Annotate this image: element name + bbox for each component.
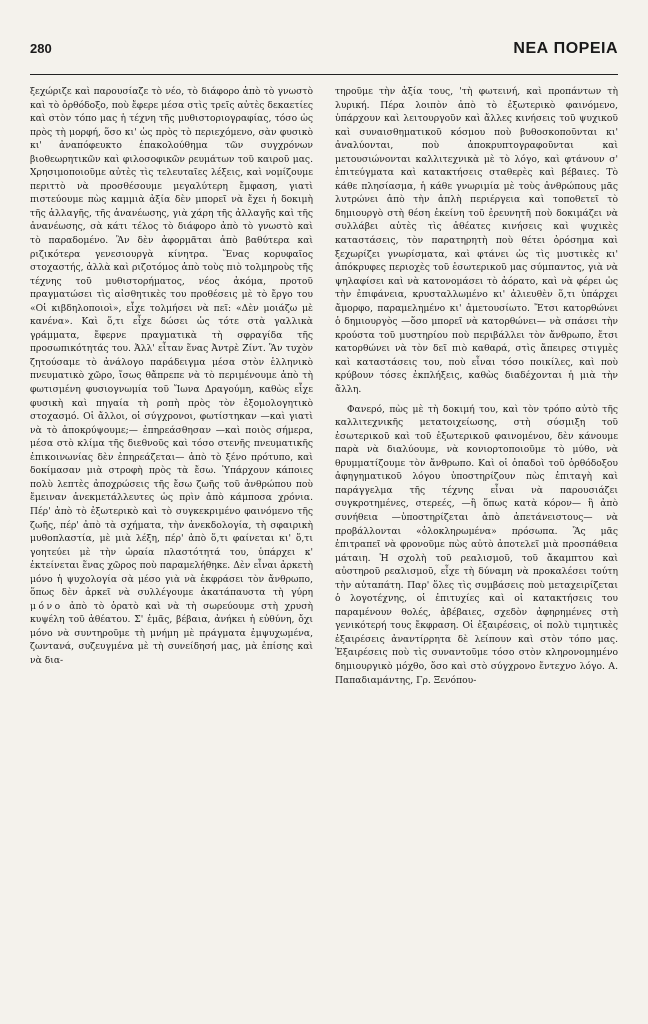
left-paragraph-1-text: ξεχώριζε καὶ παρουσίαζε τὸ νέο, τὸ διάφορο ἀπὸ τὸ γνωστὸ καὶ τὸ ὀρθόδοξο, ποὺ ἔφερε μέσα στὶς τρεῖς αὐτὲς δεκαετίες καὶ στὸν τόπο μας ἡ τέχνη τῆς μυθιστοριογραφίας, τόσο ὡς πρὸς τὴ μορφή, ὅσο κι' ὡς πρὸς τὸ περιεχόμενο, σὰν φυσικὸ κι' ἀναπόφευκτο ἐπακολούθημα τῶν συγχρόνων βιοθεωρητικῶν καὶ φιλοσοφικῶν ρευμάτων τοῦ καιροῦ μας. Χρησιμοποιοῦμε αὐτὲς τὶς τελευταῖες λέξεις, καὶ νομίζουμε περιττὸ νὰ προσθέσουμε μεγαλύτερη ἔμφαση, γιατὶ πιστεύουμε πὼς καμμιὰ ἀξία δὲν μπορεῖ νὰ ἔχει ἡ δοκιμὴ τῆς ἀλλαγῆς, τῆς ἀνανέωσης, γιὰ χάρη τῆς ἀλλαγῆς καὶ τῆς ἀνανέωσης, σὰ κάτι τέλος τὸ διάφορο ἀπὸ τὸ γνωστὸ καὶ τὸ παραδομένο. Ἂν δὲν ἀφορμᾶται ἀπὸ βαθύτερα καὶ ριζικότερα γενεσιουργὰ κίνητρα. Ἕνας κορυφαῖος στοχαστής, ἀλλὰ καὶ ριζοτόμος ἀπὸ τοὺς πιὸ τολμηροὺς τῆς τέχνης τοῦ μυθιστορήματος, νέος ἀκόμα, προτοῦ πραγματώσει τὶς αἰσθητικὲς του προθέσεις μὲ τὸ ἔργο του «Οἱ κιβδηλοποιοὶ», εἶχε τολμήσει νὰ πεῖ: «Δὲν μοιάζω μὲ κανένα». Καὶ ὅ,τι εἶχε δώσει ὡς τότε στὰ γαλλικὰ γράμματα, ἔφερνε πραγματικὰ τὴ σφραγίδα τῆς προσωπικότητάς του. Ἀλλ' εἶταν ἕνας Ἀντρὲ Ζίντ. Ἂν τυχὸν ζητούσαμε τὸ ἀνάλογο παράδειγμα μέσα στὸν ἑλληνικὸ πνευματικὸ χῶρο, ἴσως θἄπρεπε νὰ τὸ περιμένουμε ἀπὸ τὴ φωτισμένη φυσιογνωμία τοῦ Ἴωνα Δραγούμη, καθὼς εἶχε φυσικὴ καὶ πηγαία τὴ ροπὴ πρὸς τὸν ἐξομολογητικὸ στοχασμό. Οἱ ἄλλοι, οἱ σύγχρονοι, φωτίστηκαν —καὶ γιατὶ νὰ τὸ ἀποκρύψουμε;— ἐπηρεάσθησαν —καὶ ποιὸς σήμερα, μέσα στὸ κλίμα τῆς διεθνοῦς καὶ τόσο στενῆς πνευματικῆς ἐπικοινωνίας δὲν ἐπηρεάζεται— ἀπὸ τὸ ξένο πρότυπο, καὶ δοκίμασαν μιὰ στροφὴ πρὸς τὰ ἔσω. Ὑπάρχουν κάποιες πολὺ λεπτὲς ἀποχρώσεις τῆς ἔσω ζωῆς τοῦ ἀνθρώπου ποὺ ἔμειναν ἀνεκμετάλλευτες ὡς πρὶν ἀπὸ κάμποσα χρόνια. Πέρ' ἀπὸ τὸ ἐξωτερικὸ καὶ τὸ συγκεκριμένο φαινόμενο τῆς ζωῆς, πέρ' ἀπὸ τὰ σχήματα, τὴν ἀνεκδολογία, τὴ σφαιρικὴ μυθοπλαστία, μὲ μιὰ λέξη, πέρ' ἀπὸ ὅ,τι φαίνεται κι' ὅ,τι γοητεύει μὲ τὴν ὡραία πλαστότητά του, ὑπάρχει κ' ἐκτείνεται ἕνας χῶρος ποὺ παραμελήθηκε. Δὲν εἶναι ἀρκετὴ μόνο ἡ ψυχολογία σὰ μέσο γιὰ νὰ ἐκφράσει τὸν ἄνθρωπο, ὅπως δὲν ἀρκεῖ νὰ συλλέγουμε ἀκατάπαυστα τὴ γύρη — [30, 86, 313, 599]
left-paragraph-1-tail: ἀπὸ τὸ ὁρατὸ καὶ νὰ τὴ σωρεύουμε στὴ χρυσὴ κυψέλη τοῦ ἀθέατου. Σ' ἐμᾶς, βέβαια, ἀνήκει ἡ εὐθύνη, ὄχι μόνο νὰ συντηροῦμε τὴ μνήμη μὲ πράγματα ἐμψυχωμένα, ζωντανά, συζευγμένα μὲ τὴ συνείδησή μας, μὰ ἐπίσης καὶ νὰ δια- — [30, 600, 313, 666]
page-header — [30, 40, 618, 68]
left-spaced-word: μόνο — [30, 600, 63, 612]
header-rule — [30, 74, 618, 75]
right-paragraph-1: τηροῦμε τὴν ἀξία τους, 'τὴ φωτεινή, καὶ προπάντων τὴ λυρική. Πέρα λοιπὸν ἀπὸ τὸ ἐξωτερικὸ φαινόμενο, ὑπάρχουν καὶ λειτουργοῦν καὶ ἄλλες κινήσεις τοῦ ψυχικοῦ καὶ συναισθηματικοῦ κόσμου ποὺ βυθοσκοποῦνται κι' ἀναλύονται, ποὺ ἀποκρυπτογραφοῦνται καὶ μετουσιώνονται καλλιτεχνικὰ μὲ τὸ λόγο, καὶ φτάνουν σ' ἐπιτεύγματα καὶ κατακτήσεις σταθερὲς καὶ βέβαιες. Τὸ κάθε πλησίασμα, ἡ κάθε γνωριμία μὲ τοὺς ἀνθρώπους μᾶς λυτρώνει ἀπὸ τὴν ἁπλὴ περιέργεια καὶ τοποθετεῖ τὸ δημιουργὸ στὴ θέση ἐκείνη τοῦ ἐρευνητῆ ποὺ δοκιμάζει νὰ συλλάβει αὐτὲς τὶς ἀθέατες κινήσεις καὶ ψυχικὲς καταστάσεις, τὸν παρατηρητὴ ποὺ θέτει ὀρόσημα καὶ ξεχωρίζει γνωρίσματα, καὶ φτάνει ὡς τὶς μυστικὲς κι' ἀπόκρυφες περιοχὲς τοῦ ἐσωτερικοῦ μας σύμπαντος, γιὰ νὰ ψηλαφίσει καὶ νὰ κατονομάσει τὸ ἀόρατο, καὶ νὰ φέρει ὡς τὴν ἐπιφάνεια, κρυσταλλωμένο κι' ἁλιευθὲν ὅ,τι ὑπάρχει ἄμορφο, παραμελημένο κι' ἀμετουσίωτο. Ἔτσι κατορθώνει ὁ δημιουργὸς —ὅσο μπορεῖ νὰ κατορθώνει— νὰ σπάσει τὴν κρούστα τοῦ μυστηρίου ποὺ περιβάλλει τὸν ἄνθρωπο, ἔτσι κατορθώνει νὰ τὸν δεῖ πιὸ καθαρά, στὶς ἄπειρες στιγμὲς καὶ καταστάσεις του, ποὺ εἶναι τόσο ποικίλες, καὶ ποὺ κρύβουν τόσες ἐκπλήξεις, καθὼς διαδέχονται ἡ μιὰ τὴν ἄλλη. — [335, 86, 618, 396]
journal-title: ΝΕΑ ΠΟΡΕΙΑ — [513, 40, 618, 57]
left-column — [30, 85, 313, 1005]
document-page — [30, 40, 618, 1004]
page-number: 280 — [30, 41, 52, 56]
text-columns — [30, 85, 618, 1005]
left-paragraph-1 — [30, 85, 313, 668]
right-column — [335, 85, 618, 1005]
right-paragraph-2: Φανερό, πὼς μὲ τὴ δοκιμή του, καὶ τὸν τρόπο αὐτὸ τῆς καλλιτεχνικῆς μετατοιχείωσης, στὴ σύσμιξη τοῦ ἐσωτερικοῦ καὶ τοῦ ἐξωτερικοῦ φαινομένου, δὲν κάνουμε παρὰ νὰ διαλύουμε, νὰ κονιορτοποιοῦμε τὸ μύθο, νὰ θρυμματίζουμε τὸν ἄνθρωπο. Καὶ οἱ ὀπαδοὶ τοῦ ὀρθόδοξου ἀφηγηματικοῦ λόγου ὑποστηρίζουν πὼς ἐπιταγὴ καὶ παράγγελμα τῆς τέχνης εἶναι νὰ παρουσιάζει συγκροτημένες, στερεές, —ἢ ὅπως κατὰ κόρον— ἢ ἀπὸ συνήθεια —ὑποστηρίζεται ἀπὸ ἀπετάνειστους— νὰ προβάλλονται «ὁλοκληρωμένα» πρόσωπα. Ἂς μᾶς ἐπιτραπεῖ νὰ φρονοῦμε πὼς αὐτὸ ἀποτελεῖ μιὰ προσπάθεια μάταιη. Ἡ σχολὴ τοῦ ρεαλισμοῦ, τοῦ ἄκαμπτου καὶ αὐστηροῦ ρεαλισμοῦ, εἶχε τὴ δύναμη νὰ προκαλέσει τούτη τὴν αὐταπάτη. Παρ' ὅλες τὶς συμβάσεις ποὺ μεταχειρίζεται ὁ λογοτέχνης, οἱ ἐπιτυχίες καὶ οἱ κατακτήσεις του παραμένουν θολές, ἀβέβαιες, σχεδὸν ἀφηρημένες στὴ γενικότερή τους ἔκφραση. Οἱ ἐξαιρέσεις, οἱ πολὺ τιμητικὲς ἐξαιρέσεις ἀναντίρρητα δὲ λείπουν καὶ στὸν τόπο μας. Ἐξαιρέσεις ποὺ τὶς συναντοῦμε τόσο στὸν κληρονομημένο δημιουργικὸ μόχθο, ὅσο καὶ στὸ σύγχρονο ἔντεχνο λόγο. Α. Παπαδιαμάντης, Γρ. Ξενόπου- — [335, 403, 618, 686]
